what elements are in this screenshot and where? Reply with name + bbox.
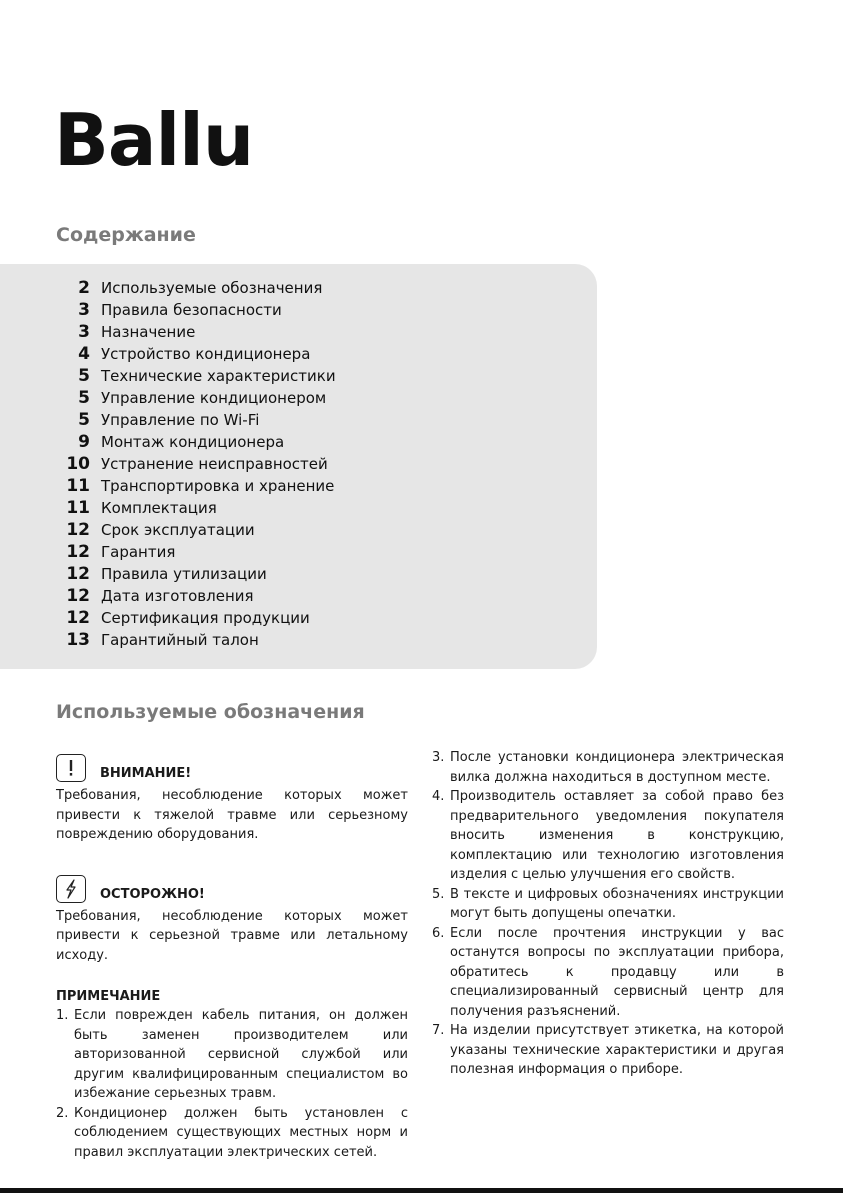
toc-page-number: 2 bbox=[78, 278, 90, 298]
item-number: 6. bbox=[432, 925, 445, 941]
toc-page-number: 12 bbox=[66, 608, 90, 628]
toc-item[interactable] bbox=[0, 563, 560, 585]
item-text: Производитель оставляет за собой право без предварительного уведомления покупателя вносить изменения в конструкцию, комплектацию или технологию изготовления изделия с целью улучшения его свойств. bbox=[450, 789, 784, 882]
item-text: На изделии присутствует этикетка, на которой указаны технические характеристики и другая полезная информация о приборе. bbox=[450, 1023, 784, 1077]
toc-label: Комплектация bbox=[101, 499, 217, 517]
toc-page-number: 10 bbox=[66, 454, 90, 474]
toc-item[interactable] bbox=[0, 431, 560, 453]
toc-item[interactable] bbox=[0, 629, 560, 651]
toc-label: Управление по Wi-Fi bbox=[101, 411, 260, 429]
toc-item[interactable] bbox=[0, 277, 560, 299]
caution-header bbox=[56, 871, 408, 903]
toc-item[interactable] bbox=[0, 343, 560, 365]
toc-label: Гарантия bbox=[101, 543, 176, 561]
toc-label: Назначение bbox=[101, 323, 196, 341]
exclamation-icon bbox=[56, 754, 86, 782]
toc-item[interactable] bbox=[0, 519, 560, 541]
toc-label: Управление кондиционером bbox=[101, 389, 327, 407]
list-item bbox=[432, 787, 784, 885]
toc-item[interactable] bbox=[0, 409, 560, 431]
attention-header bbox=[56, 750, 408, 782]
item-number: 1. bbox=[56, 1008, 69, 1023]
toc-item[interactable] bbox=[0, 585, 560, 607]
toc-label: Транспортировка и хранение bbox=[101, 477, 335, 495]
toc-label: Используемые обозначения bbox=[101, 279, 323, 297]
toc-label: Гарантийный талон bbox=[101, 631, 259, 649]
item-text: Кондиционер должен быть установлен с соблюдением существующих местных норм и правил эксплуатации электрических сетей. bbox=[74, 1105, 408, 1160]
toc-label: Сертификация продукции bbox=[101, 609, 310, 627]
attention-text: Требования, несоблюдение которых может привести к тяжелой травме или серьезному повреждению оборудования. bbox=[56, 788, 408, 842]
note-title: ПРИМЕЧАНИЕ bbox=[56, 989, 161, 1004]
right-column bbox=[432, 748, 784, 1080]
bottom-rule bbox=[0, 1188, 843, 1193]
toc-item[interactable] bbox=[0, 299, 560, 321]
item-text: После установки кондиционера электрическая вилка должна находиться в доступном месте. bbox=[450, 750, 784, 785]
toc-label: Устройство кондиционера bbox=[101, 345, 311, 363]
notes-list-left bbox=[56, 1006, 408, 1162]
toc-label: Устранение неисправностей bbox=[101, 455, 328, 473]
list-item bbox=[432, 1021, 784, 1080]
toc-item[interactable] bbox=[0, 365, 560, 387]
toc-label: Дата изготовления bbox=[101, 587, 254, 605]
toc-page-number: 4 bbox=[78, 344, 90, 364]
toc-label: Правила утилизации bbox=[101, 565, 267, 583]
toc-page-number: 12 bbox=[66, 542, 90, 562]
toc-item[interactable] bbox=[0, 387, 560, 409]
toc-page-number: 9 bbox=[78, 432, 90, 452]
toc-item[interactable] bbox=[0, 607, 560, 629]
toc-page-number: 12 bbox=[66, 564, 90, 584]
toc-item[interactable] bbox=[0, 321, 560, 343]
toc-page-number: 11 bbox=[66, 498, 90, 518]
toc-page-number: 13 bbox=[66, 630, 90, 650]
list-item bbox=[432, 748, 784, 787]
left-column bbox=[56, 750, 408, 1162]
caution-label: ОСТОРОЖНО! bbox=[100, 886, 205, 902]
caution-text: Требования, несоблюдение которых может привести к серьезной травме или летальному исходу. bbox=[56, 908, 408, 963]
contents-title: Содержание bbox=[56, 224, 196, 246]
brand-logo: Ballu bbox=[54, 98, 254, 182]
toc-page-number: 3 bbox=[78, 300, 90, 320]
item-number: 4. bbox=[432, 789, 445, 804]
item-text: Если после прочтения инструкции у вас останутся вопросы по эксплуатации прибора, обратитесь к продавцу или в специализированный сервисный центр для получения разъяснений. bbox=[450, 925, 784, 1019]
toc-page-number: 12 bbox=[66, 520, 90, 540]
lightning-icon bbox=[56, 875, 86, 903]
toc-page-number: 5 bbox=[78, 410, 90, 430]
toc-page-number: 12 bbox=[66, 586, 90, 606]
list-item bbox=[56, 1006, 408, 1104]
toc-page-number: 11 bbox=[66, 476, 90, 496]
toc-item[interactable] bbox=[0, 453, 560, 475]
list-item bbox=[56, 1104, 408, 1163]
toc-item[interactable] bbox=[0, 497, 560, 519]
toc-label: Срок эксплуатации bbox=[101, 521, 255, 539]
list-item bbox=[432, 885, 784, 924]
item-number: 7. bbox=[432, 1023, 445, 1038]
list-item bbox=[432, 924, 784, 1022]
toc-item[interactable] bbox=[0, 475, 560, 497]
toc-list bbox=[0, 277, 560, 651]
notes-list-right bbox=[432, 748, 784, 1080]
toc-page-number: 5 bbox=[78, 366, 90, 386]
item-text: Если поврежден кабель питания, он должен быть заменен производителем или авторизованной сервисной службой или другим квалифицированным специалистом во избежание серьезных травм. bbox=[74, 1008, 408, 1101]
attention-label: ВНИМАНИЕ! bbox=[100, 766, 192, 781]
toc-page-number: 3 bbox=[78, 322, 90, 342]
item-number: 5. bbox=[432, 886, 445, 902]
toc-label: Правила безопасности bbox=[101, 301, 282, 319]
item-number: 3. bbox=[432, 750, 445, 765]
item-text: В тексте и цифровых обозначениях инструкции могут быть допущены опечатки. bbox=[450, 886, 784, 921]
toc-label: Технические характеристики bbox=[101, 367, 336, 385]
toc-item[interactable] bbox=[0, 541, 560, 563]
item-number: 2. bbox=[56, 1105, 69, 1121]
toc-page-number: 5 bbox=[78, 388, 90, 408]
toc-label: Монтаж кондиционера bbox=[101, 433, 285, 451]
section-title: Используемые обозначения bbox=[56, 701, 365, 723]
